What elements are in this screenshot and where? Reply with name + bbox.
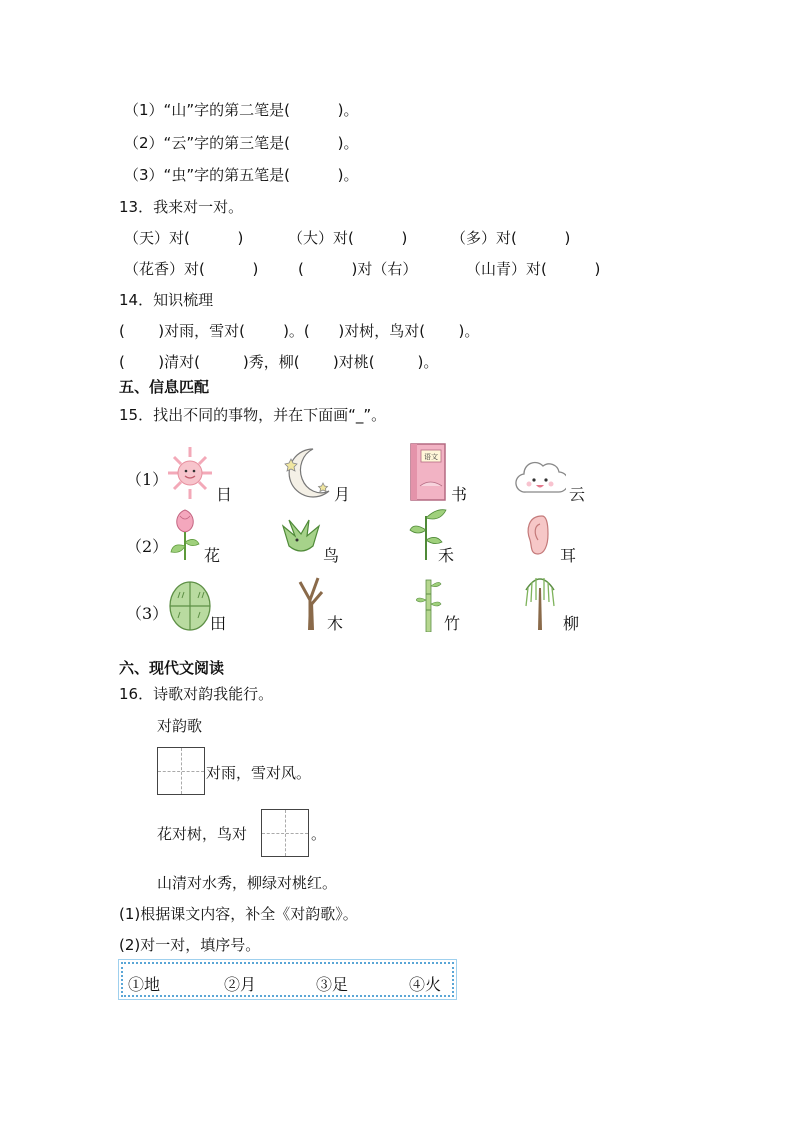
- options-frame: [121, 962, 454, 997]
- item-wood-label: 木: [327, 614, 344, 633]
- option-4: ④火: [409, 975, 442, 994]
- item-moon-label: 月: [334, 485, 351, 504]
- q13-pair-1: （天）对( ): [124, 229, 244, 247]
- ear-icon: [524, 512, 550, 558]
- section-5-heading: 五、信息匹配: [119, 378, 210, 396]
- flower-icon: [168, 506, 202, 562]
- item-bird-label: 鸟: [323, 546, 340, 565]
- item-bamboo-label: 竹: [444, 614, 461, 633]
- q13-pair-3: （多）对( ): [451, 229, 571, 247]
- item-grain-label: 禾: [438, 546, 455, 565]
- item-willow-label: 柳: [563, 614, 580, 633]
- moon-icon: [283, 445, 333, 501]
- poem-line-3: 山清对水秀，柳绿对桃红。: [157, 874, 338, 892]
- q14-line-1: ( )对雨，雪对( )。( )对树，鸟对( )。: [119, 322, 480, 340]
- willow-icon: [520, 568, 560, 632]
- poem-title: 对韵歌: [157, 717, 203, 735]
- item-cloud-label: 云: [569, 485, 586, 504]
- q16-sub-1: (1)根据课文内容，补全《对韵歌》。: [119, 905, 358, 923]
- option-3: ③足: [316, 975, 349, 994]
- q13-pair-6: （山青）对( ): [466, 260, 601, 278]
- q13-pair-5: ( )对（右）: [298, 260, 418, 278]
- q15-prompt: 15．找出不同的事物，并在下面画“_”。: [119, 406, 387, 424]
- q14-title: 14．知识梳理: [119, 291, 214, 309]
- answer-box-1[interactable]: [157, 747, 205, 795]
- row-2-number: （2）: [126, 537, 169, 556]
- sun-icon: [166, 445, 214, 501]
- book-cover-text: 语文: [424, 453, 438, 461]
- q16-sub-2: (2)对一对，填序号。: [119, 936, 261, 954]
- item-ear-label: 耳: [560, 546, 577, 565]
- option-2: ②月: [224, 975, 257, 994]
- item-field-label: 田: [210, 614, 227, 633]
- bamboo-icon: [416, 572, 442, 632]
- tree-icon: [296, 572, 328, 632]
- item-book-label: 书: [451, 485, 468, 504]
- bird-icon: [279, 516, 323, 556]
- q13-title: 13．我来对一对。: [119, 198, 244, 216]
- row-3-number: （3）: [126, 604, 169, 623]
- option-1: ①地: [128, 975, 161, 994]
- q16-prompt: 16．诗歌对韵我能行。: [119, 685, 274, 703]
- q13-pair-2: （大）对( ): [288, 229, 408, 247]
- row-1-number: （1）: [126, 470, 169, 489]
- item-sun-label: 日: [216, 485, 233, 504]
- q13-pair-4: （花香）对( ): [124, 260, 259, 278]
- field-icon: [168, 580, 212, 632]
- item-flower-label: 花: [204, 546, 221, 565]
- poem-line-1: 对雨，雪对风。: [206, 764, 312, 782]
- poem-line-2: 花对树，鸟对: [157, 825, 248, 843]
- cloud-icon: [514, 458, 566, 500]
- q12-item-1: （1）“山”字的第二笔是( )。: [124, 101, 359, 119]
- q12-item-2: （2）“云”字的第三笔是( )。: [124, 134, 359, 152]
- q12-item-3: （3）“虫”字的第五笔是( )。: [124, 166, 359, 184]
- section-6-heading: 六、现代文阅读: [119, 659, 225, 677]
- q14-line-2: ( )清对( )秀，柳( )对桃( )。: [119, 353, 439, 371]
- poem-line-2-end: 。: [311, 825, 327, 843]
- answer-box-2[interactable]: [261, 809, 309, 857]
- book-icon: [408, 442, 448, 502]
